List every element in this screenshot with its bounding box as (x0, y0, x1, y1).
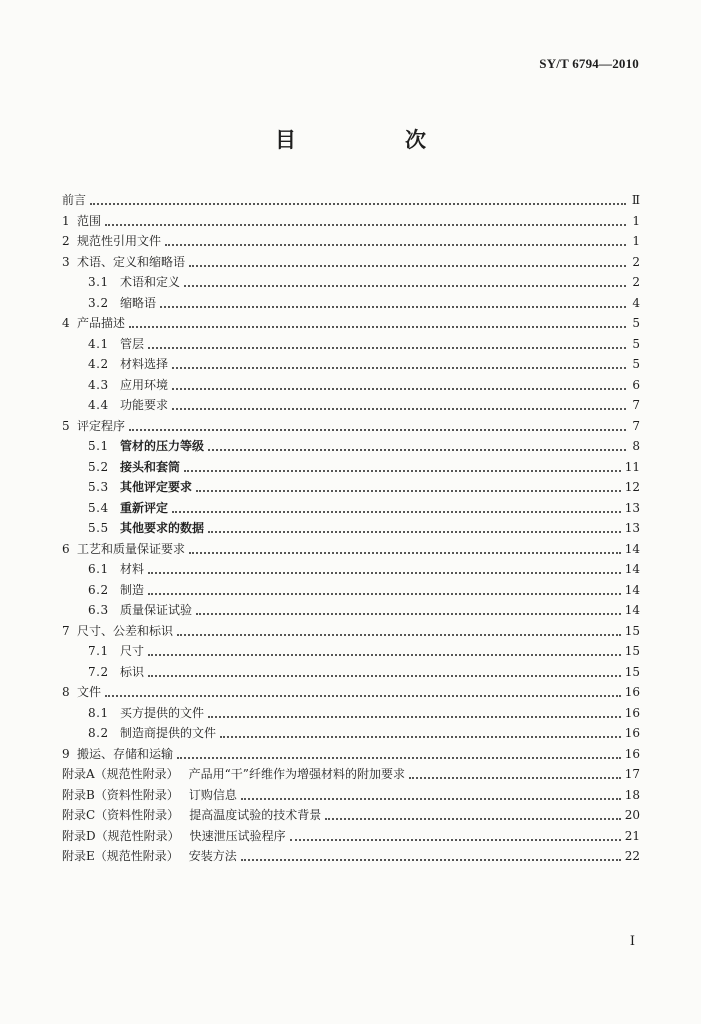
toc-entry[interactable] (88, 518, 640, 538)
toc-entry-title: 制造 (120, 582, 145, 597)
toc-dot-leader (148, 675, 621, 677)
toc-dot-leader (105, 695, 621, 697)
toc-entry-title: 其他要求的数据 (120, 521, 205, 535)
toc-entry[interactable] (88, 375, 640, 395)
toc-entry[interactable] (62, 744, 640, 764)
toc-entry[interactable] (88, 498, 640, 518)
toc-dot-leader (129, 326, 626, 328)
toc-entry-page: 14 (624, 562, 640, 576)
toc-dot-leader (172, 511, 621, 513)
toc-dot-leader (290, 839, 621, 841)
toc-dot-leader (208, 531, 621, 533)
toc-entry-page: 14 (624, 541, 640, 556)
toc-entry[interactable] (62, 621, 640, 641)
toc-entry-page: 13 (624, 500, 640, 515)
toc-entry[interactable] (88, 600, 640, 620)
toc-entry-page: 16 (624, 746, 640, 761)
toc-entry-number: 9 (62, 746, 70, 761)
toc-entry[interactable] (88, 457, 640, 477)
toc-dot-leader (189, 265, 626, 267)
toc-entry-number: 3.2 (88, 295, 109, 310)
toc-entry[interactable] (62, 252, 640, 272)
toc-entry[interactable] (88, 703, 640, 723)
toc-dot-leader (196, 613, 621, 615)
toc-entry-number: 6.2 (88, 582, 109, 597)
toc-entry[interactable] (88, 395, 640, 415)
footer-page-number: I (629, 934, 635, 949)
toc-entry[interactable] (88, 334, 640, 354)
toc-entry[interactable] (62, 313, 640, 333)
toc-entry-number: 6.3 (88, 603, 109, 617)
toc-entry-number: 5.4 (88, 500, 109, 515)
toc-entry-page: 20 (624, 808, 640, 822)
toc-dot-leader (189, 552, 621, 554)
toc-entry-title: 质量保证试验 (120, 603, 193, 617)
toc-entry-page: 21 (624, 828, 640, 843)
toc-entry-title: 前言 (62, 193, 87, 207)
toc-entry-number: 6 (62, 541, 70, 556)
toc-dot-leader (241, 798, 621, 800)
toc-dot-leader (409, 777, 621, 779)
toc-entry-number: 2 (62, 234, 70, 248)
toc-entry-page: 14 (624, 603, 640, 617)
toc-entry[interactable] (62, 211, 640, 231)
toc-entry-title: 功能要求 (120, 398, 169, 412)
toc-entry-title: 材料 (120, 562, 145, 576)
toc-entry-title: 范围 (77, 213, 102, 228)
toc-entry-title: 制造商提供的文件 (120, 726, 217, 740)
toc-appendix-designation: 附录E（规范性附录） (62, 849, 179, 863)
toc-entry-title: 术语和定义 (120, 275, 181, 289)
toc-entry-title: 材料选择 (120, 357, 169, 371)
toc-entry-title: 规范性引用文件 (77, 234, 162, 248)
toc-entry-title: 尺寸 (120, 644, 145, 658)
toc-dot-leader (165, 244, 626, 246)
toc-dot-leader (184, 285, 626, 287)
toc-entry[interactable] (88, 662, 640, 682)
toc-entry[interactable] (88, 354, 640, 374)
toc-entry-title: 其他评定要求 (120, 480, 193, 494)
toc-entry-number: 5.3 (88, 480, 109, 494)
toc-entry-page: 22 (624, 849, 640, 863)
toc-entry[interactable] (88, 477, 640, 497)
toc-dot-leader (160, 306, 626, 308)
toc-entry[interactable] (62, 416, 640, 436)
toc-entry[interactable] (62, 805, 640, 825)
toc-entry-title: 快速泄压试验程序 (189, 828, 286, 843)
toc-entry-page: 4 (632, 295, 640, 310)
toc-entry-title: 尺寸、公差和标识 (77, 623, 174, 638)
page-title: 目 次 (275, 127, 470, 152)
toc-entry-page: 1 (632, 234, 640, 248)
toc-entry-page: 12 (624, 480, 640, 494)
toc-entry-number: 8.2 (88, 726, 109, 740)
toc-entry-number: 8 (62, 685, 70, 699)
toc-entry-page: 1 (632, 213, 640, 228)
toc-entry-title: 订购信息 (188, 787, 237, 802)
toc-entry-page: 17 (624, 767, 640, 781)
toc-appendix-designation: 附录C（资料性附录） (62, 808, 180, 822)
toc-dot-leader (208, 449, 626, 451)
toc-dot-leader (129, 429, 626, 431)
toc-entry-title: 评定程序 (77, 418, 126, 433)
toc-entry[interactable] (62, 682, 640, 702)
toc-dot-leader (90, 203, 626, 205)
toc-dot-leader (208, 716, 621, 718)
toc-entry-number: 5.1 (88, 439, 109, 453)
toc-entry-page: 16 (624, 705, 640, 720)
toc-entry-title: 应用环境 (120, 377, 169, 392)
toc-entry[interactable] (62, 539, 640, 559)
toc-entry[interactable] (88, 641, 640, 661)
toc-entry-page: 5 (632, 316, 640, 330)
toc-dot-leader (172, 388, 626, 390)
toc-dot-leader (184, 470, 621, 472)
toc-appendix-designation: 附录D（规范性附录） (62, 828, 180, 843)
toc-entry-page: 18 (624, 787, 640, 802)
toc-appendix-designation: 附录B（资料性附录） (62, 787, 179, 802)
toc-entry-page: 15 (624, 644, 640, 658)
toc-entry-number: 3.1 (88, 275, 109, 289)
toc-entry-number: 6.1 (88, 562, 109, 576)
toc-entry-title: 重新评定 (120, 500, 169, 515)
toc-entry-page: 2 (632, 275, 640, 289)
toc-appendix-designation: 附录A（规范性附录） (62, 767, 179, 781)
toc-entry-title: 提高温度试验的技术背景 (189, 808, 322, 822)
toc-entry[interactable] (88, 580, 640, 600)
toc-dot-leader (105, 224, 626, 226)
toc-entry-page: 15 (624, 664, 640, 679)
toc-dot-leader (148, 347, 626, 349)
toc-entry-title: 安装方法 (188, 849, 237, 863)
toc-entry[interactable] (88, 436, 640, 456)
toc-entry-page: 16 (624, 726, 640, 740)
toc-entry-page: 11 (624, 459, 640, 474)
toc-entry-page: 13 (624, 521, 640, 535)
toc-dot-leader (148, 654, 621, 656)
toc-entry-page: 8 (632, 439, 640, 453)
toc-entry-page: Ⅱ (631, 193, 640, 207)
toc-entry[interactable] (62, 764, 640, 784)
toc-entry-number: 1 (62, 213, 70, 228)
toc-entry-number: 7 (62, 623, 70, 638)
toc-dot-leader (148, 572, 621, 574)
toc-entry[interactable] (62, 826, 640, 846)
toc-entry-title: 买方提供的文件 (120, 705, 205, 720)
toc-entry-title: 搬运、存储和运输 (77, 746, 174, 761)
toc-entry-page: 15 (624, 623, 640, 638)
toc-entry-number: 3 (62, 254, 70, 269)
toc-entry-page: 7 (632, 418, 640, 433)
toc-dot-leader (177, 634, 621, 636)
toc-dot-leader (172, 367, 626, 369)
toc-entry-title: 标识 (120, 664, 145, 679)
toc-dot-leader (172, 408, 626, 410)
toc-entry[interactable] (88, 723, 640, 743)
toc-entry-number: 7.1 (88, 644, 109, 658)
toc-entry-number: 4 (62, 316, 70, 330)
toc-entry-page: 14 (624, 582, 640, 597)
toc-dot-leader (220, 736, 621, 738)
toc-entry-title: 接头和套筒 (120, 459, 181, 474)
toc-entry-page: 16 (624, 685, 640, 699)
toc-entry-title: 产品描述 (77, 316, 126, 330)
toc-dot-leader (196, 490, 621, 492)
toc-entry-title: 术语、定义和缩略语 (77, 254, 186, 269)
toc-entry-number: 5 (62, 418, 70, 433)
toc-entry-title: 工艺和质量保证要求 (77, 541, 186, 556)
toc-entry[interactable] (62, 846, 640, 866)
toc-entry[interactable] (88, 293, 640, 313)
toc-entry[interactable] (62, 231, 640, 251)
standard-code: SY/T 6794—2010 (539, 56, 639, 71)
toc-entry-number: 5.2 (88, 459, 109, 474)
toc-entry-title: 管层 (120, 336, 145, 351)
toc-entry-number: 4.2 (88, 357, 109, 371)
toc-entry-page: 2 (632, 254, 640, 269)
toc-entry-page: 5 (632, 336, 640, 351)
toc-entry-page: 7 (632, 398, 640, 412)
toc-entry-number: 5.5 (88, 521, 109, 535)
toc-dot-leader (241, 859, 621, 861)
toc-dot-leader (148, 593, 621, 595)
toc-entry-page: 5 (632, 357, 640, 371)
toc-entry[interactable] (62, 785, 640, 805)
toc-entry[interactable] (62, 190, 640, 210)
toc-dot-leader (325, 818, 621, 820)
toc-entry-title: 产品用“干”纤维作为增强材料的附加要求 (188, 767, 405, 781)
toc-entry[interactable] (88, 272, 640, 292)
toc-dot-leader (177, 757, 621, 759)
toc-entry[interactable] (88, 559, 640, 579)
toc-entry-number: 8.1 (88, 705, 109, 720)
toc-entry-number: 4.3 (88, 377, 109, 392)
toc-entry-title: 管材的压力等级 (120, 439, 205, 453)
toc-entry-number: 7.2 (88, 664, 109, 679)
toc-entry-title: 缩略语 (120, 295, 157, 310)
toc-entry-number: 4.1 (88, 336, 109, 351)
toc-entry-page: 6 (632, 377, 640, 392)
toc-entry-title: 文件 (77, 685, 102, 699)
toc-entry-number: 4.4 (88, 398, 109, 412)
